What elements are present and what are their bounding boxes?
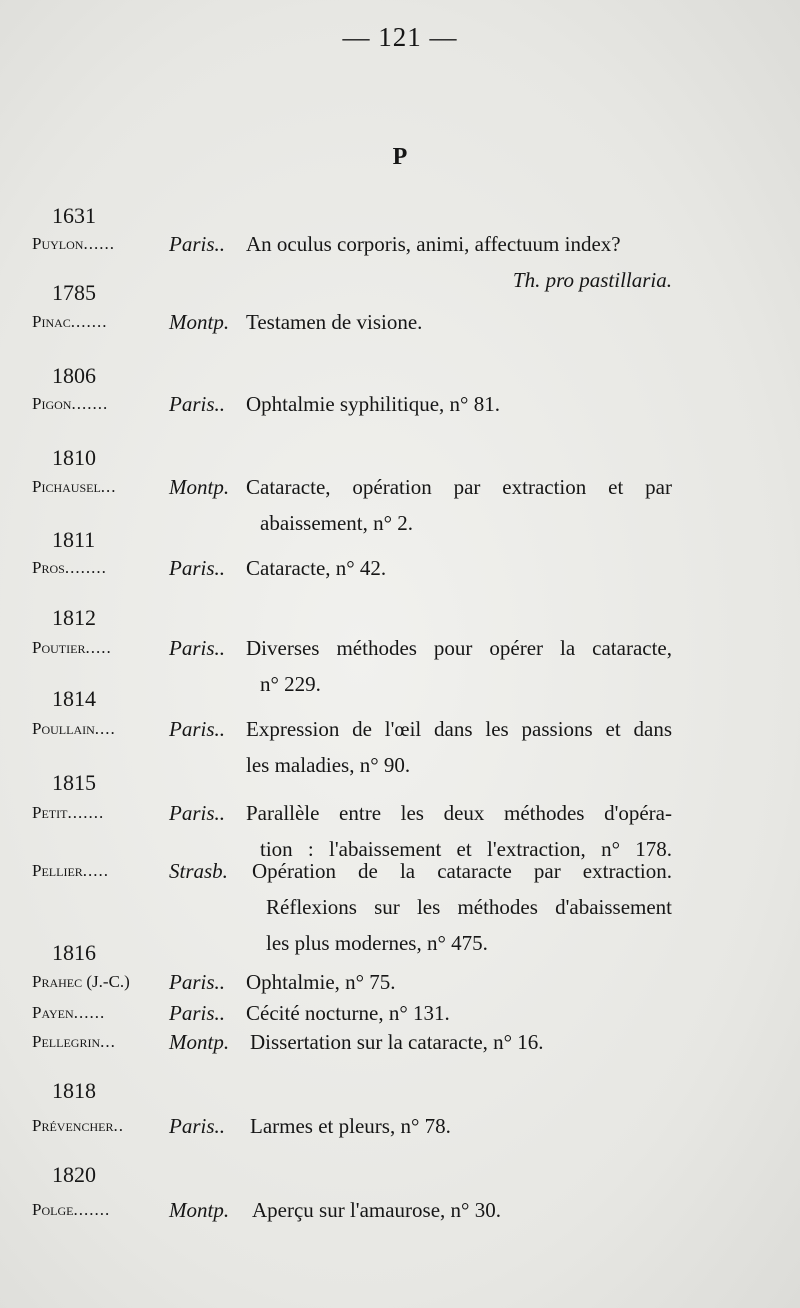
- entry-title: Cécité nocturne, n° 131.: [246, 1001, 450, 1025]
- entry-city: Paris..: [169, 392, 226, 416]
- entry-city: Paris..: [169, 556, 226, 580]
- entry-city: Paris..: [169, 970, 226, 994]
- entry-city: Paris..: [169, 1001, 226, 1025]
- entry-city: Montp.: [169, 475, 230, 499]
- entry-author: Pros........: [32, 558, 107, 577]
- year-heading: 1820: [52, 1162, 96, 1187]
- entry-title: Ophtalmie, n° 75.: [246, 970, 396, 994]
- year-heading: 1818: [52, 1078, 96, 1103]
- entry-author: Poutier.....: [32, 638, 112, 657]
- entry-city: Montp.: [169, 310, 230, 334]
- entry-author: Petit.......: [32, 803, 105, 822]
- year-heading: 1815: [52, 770, 96, 795]
- entry-title: Ophtalmie syphilitique, n° 81.: [246, 392, 500, 416]
- entry-title: An oculus corporis, animi, affectuum index? Th. pro pastillaria.: [246, 232, 672, 292]
- year-heading: 1785: [52, 280, 96, 305]
- entry-title: Opération de la cataracte par extraction. Réflexions sur les méthodes d'abaissement les plus modernes, n° 475.: [252, 859, 672, 955]
- year-heading: 1806: [52, 363, 96, 388]
- entry-author: Pigon.......: [32, 394, 109, 413]
- entry-city: Strasb.: [169, 859, 228, 883]
- year-heading: 1812: [52, 605, 96, 630]
- entry-author: Prahec (J.-C.): [32, 972, 130, 991]
- entry-author: Pichausel...: [32, 477, 117, 496]
- entry-title: Larmes et pleurs, n° 78.: [250, 1114, 451, 1138]
- entry-city: Montp.: [169, 1198, 230, 1222]
- entry-title: Dissertation sur la cataracte, n° 16.: [250, 1030, 544, 1054]
- section-letter: P: [392, 144, 408, 170]
- entry-city: Paris..: [169, 636, 226, 660]
- entry-city: Paris..: [169, 801, 226, 825]
- entry-author: Polge.......: [32, 1200, 111, 1219]
- year-heading: 1814: [52, 686, 96, 711]
- entry-author: Pellegrin...: [32, 1032, 116, 1051]
- entry-title: Cataracte, opération par extraction et par abaissement, n° 2.: [246, 475, 672, 535]
- entry-title: Parallèle entre les deux méthodes d'opéra- tion : l'abaissement et l'extraction, n° 178.: [246, 801, 672, 861]
- entry-city: Montp.: [169, 1030, 230, 1054]
- year-heading: 1811: [52, 527, 96, 552]
- entry-city: Paris..: [169, 232, 226, 256]
- entry-title: Expression de l'œil dans les passions et dans les maladies, n° 90.: [246, 717, 672, 777]
- page-number: — 121 —: [342, 22, 458, 52]
- entry-author: Pinac.......: [32, 312, 108, 331]
- entry-author: Poullain....: [32, 719, 116, 738]
- entry-city: Paris..: [169, 717, 226, 741]
- entry-title: Diverses méthodes pour opérer la cataracte, n° 229.: [246, 636, 672, 696]
- entry-author: Puylon......: [32, 234, 115, 253]
- entry-title: Cataracte, n° 42.: [246, 556, 387, 580]
- entry-author: Pellier.....: [32, 861, 110, 880]
- year-heading: 1816: [52, 940, 96, 965]
- year-heading: 1631: [52, 203, 96, 228]
- entry-title: Testamen de visione.: [246, 310, 423, 334]
- entry-title: Aperçu sur l'amaurose, n° 30.: [252, 1198, 501, 1222]
- year-heading: 1810: [52, 445, 96, 470]
- entry-city: Paris..: [169, 1114, 226, 1138]
- entry-author: Prévencher..: [32, 1116, 124, 1135]
- entry-author: Payen......: [32, 1003, 106, 1022]
